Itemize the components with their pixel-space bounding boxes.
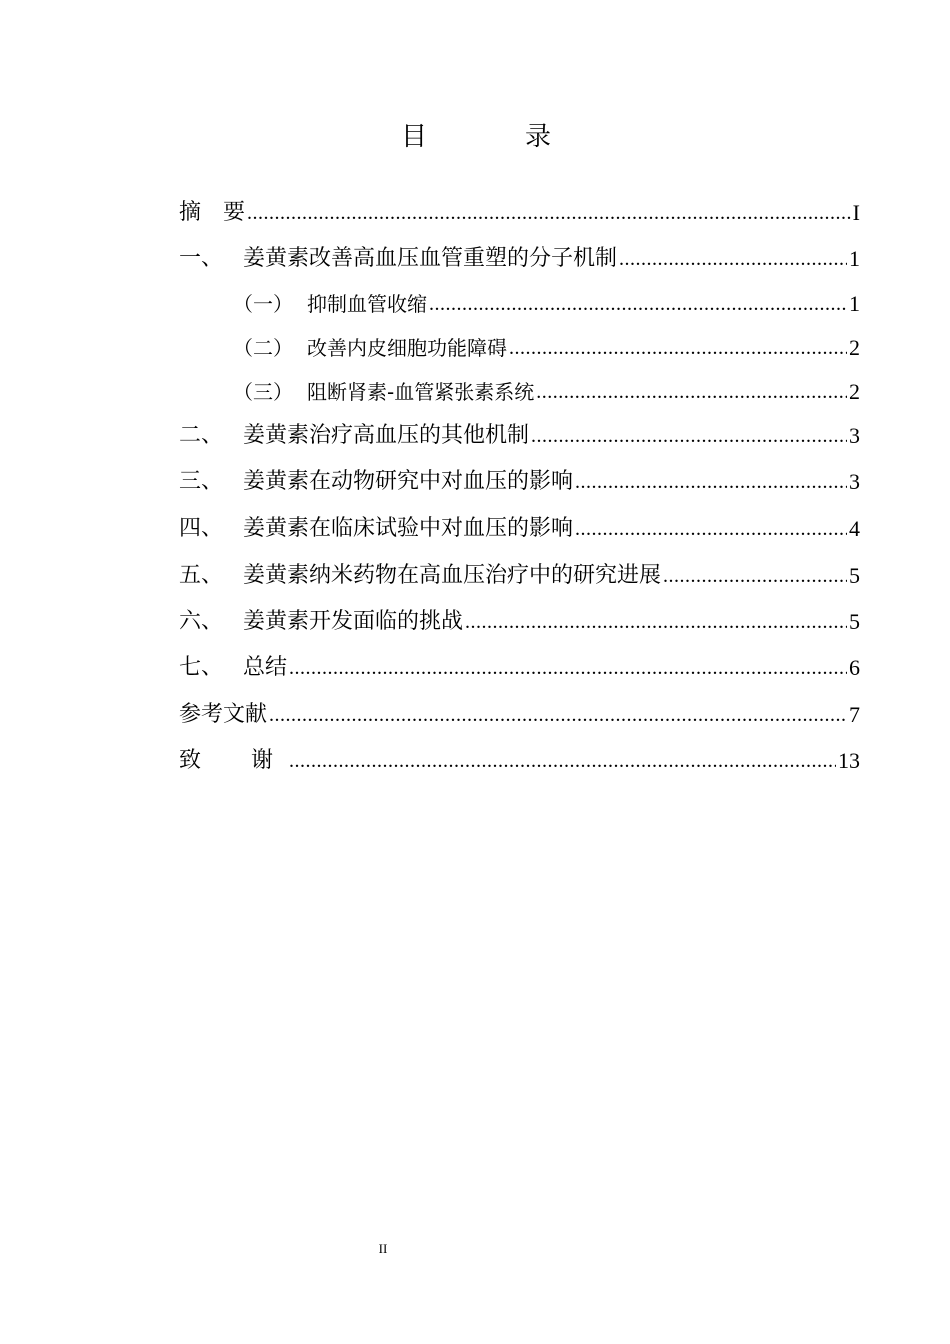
toc-leader xyxy=(536,377,847,407)
toc-entry-title: 姜黄素在动物研究中对血压的影响 xyxy=(243,469,574,494)
toc-entry-title: 阻断肾素-血管紧张素系统 xyxy=(307,380,535,404)
toc-entry-7[interactable] xyxy=(179,653,860,683)
toc-leader xyxy=(247,198,851,228)
toc-entry-3[interactable] xyxy=(179,467,860,497)
toc-entry-number: 二、 xyxy=(179,423,224,448)
toc-entry-title: 姜黄素纳米药物在高血压治疗中的研究进展 xyxy=(243,563,662,588)
toc-entry-page: 5 xyxy=(849,609,860,634)
toc-leader xyxy=(269,700,847,730)
toc-leader xyxy=(465,607,847,637)
toc-entry-title: 姜黄素开发面临的挑战 xyxy=(243,609,464,634)
toc-entry-page: 7 xyxy=(849,702,860,727)
toc-entry-title: 摘 要 xyxy=(179,200,246,225)
toc-entry-page: 3 xyxy=(849,423,860,448)
toc-entry-title: 抑制血管收缩 xyxy=(307,292,427,316)
toc-leader xyxy=(575,514,847,544)
toc-entry-title: 改善内皮细胞功能障碍 xyxy=(307,336,507,360)
toc-entry-number: 三、 xyxy=(179,469,224,494)
toc-entry-title: 参考文献 xyxy=(179,702,268,727)
toc-entry-page: 1 xyxy=(849,291,860,316)
footer-page-number: II xyxy=(378,1241,388,1256)
toc-entry-page: 2 xyxy=(849,379,860,404)
toc-entry-title: 姜黄素治疗高血压的其他机制 xyxy=(243,423,530,448)
toc-entry-page: 1 xyxy=(849,246,860,271)
toc-leader xyxy=(575,467,847,497)
toc-entry-title: 致 谢 xyxy=(179,748,288,773)
toc-entry-number: （二） xyxy=(233,336,293,360)
toc-entry-page: 6 xyxy=(849,655,860,680)
toc-entry-title: 姜黄素改善高血压血管重塑的分子机制 xyxy=(243,246,618,271)
toc-entry-number: 七、 xyxy=(179,655,224,680)
toc-entry-1-2[interactable] xyxy=(233,333,860,363)
toc-entry-references[interactable] xyxy=(179,700,860,730)
toc-entry-page: I xyxy=(852,200,860,225)
toc-leader xyxy=(289,746,836,776)
toc-entry-number: 五、 xyxy=(179,563,224,588)
toc-leader xyxy=(509,333,847,363)
toc-entry-number: 四、 xyxy=(179,516,224,541)
toc-leader xyxy=(531,421,847,451)
toc-entry-2[interactable] xyxy=(179,421,860,451)
toc-entry-1[interactable] xyxy=(179,244,860,274)
toc-entry-page: 5 xyxy=(849,563,860,588)
toc-entry-6[interactable] xyxy=(179,607,860,637)
toc-entry-4[interactable] xyxy=(179,514,860,544)
toc-leader xyxy=(289,653,847,683)
toc-leader xyxy=(429,289,847,319)
toc-entry-number: （一） xyxy=(233,292,293,316)
toc-entry-1-1[interactable] xyxy=(233,289,860,319)
toc-entry-number: 一、 xyxy=(179,246,224,271)
toc-leader xyxy=(619,244,847,274)
toc-entry-number: 六、 xyxy=(179,609,224,634)
toc-entry-title: 总结 xyxy=(243,655,288,680)
toc-entry-page: 2 xyxy=(849,335,860,360)
toc-entry-title: 姜黄素在临床试验中对血压的影响 xyxy=(243,516,574,541)
toc-entry-5[interactable] xyxy=(179,561,860,591)
page-title: 目 录 xyxy=(400,122,587,152)
toc-entry-1-3[interactable] xyxy=(233,377,860,407)
toc-entry-page: 3 xyxy=(849,469,860,494)
toc-entry-acknowledgements[interactable] xyxy=(179,746,860,776)
toc-entry-page: 13 xyxy=(838,748,860,773)
toc-entry-page: 4 xyxy=(849,516,860,541)
toc-leader xyxy=(663,561,847,591)
toc-entry-abstract[interactable] xyxy=(179,198,860,228)
toc-entry-number: （三） xyxy=(233,380,293,404)
